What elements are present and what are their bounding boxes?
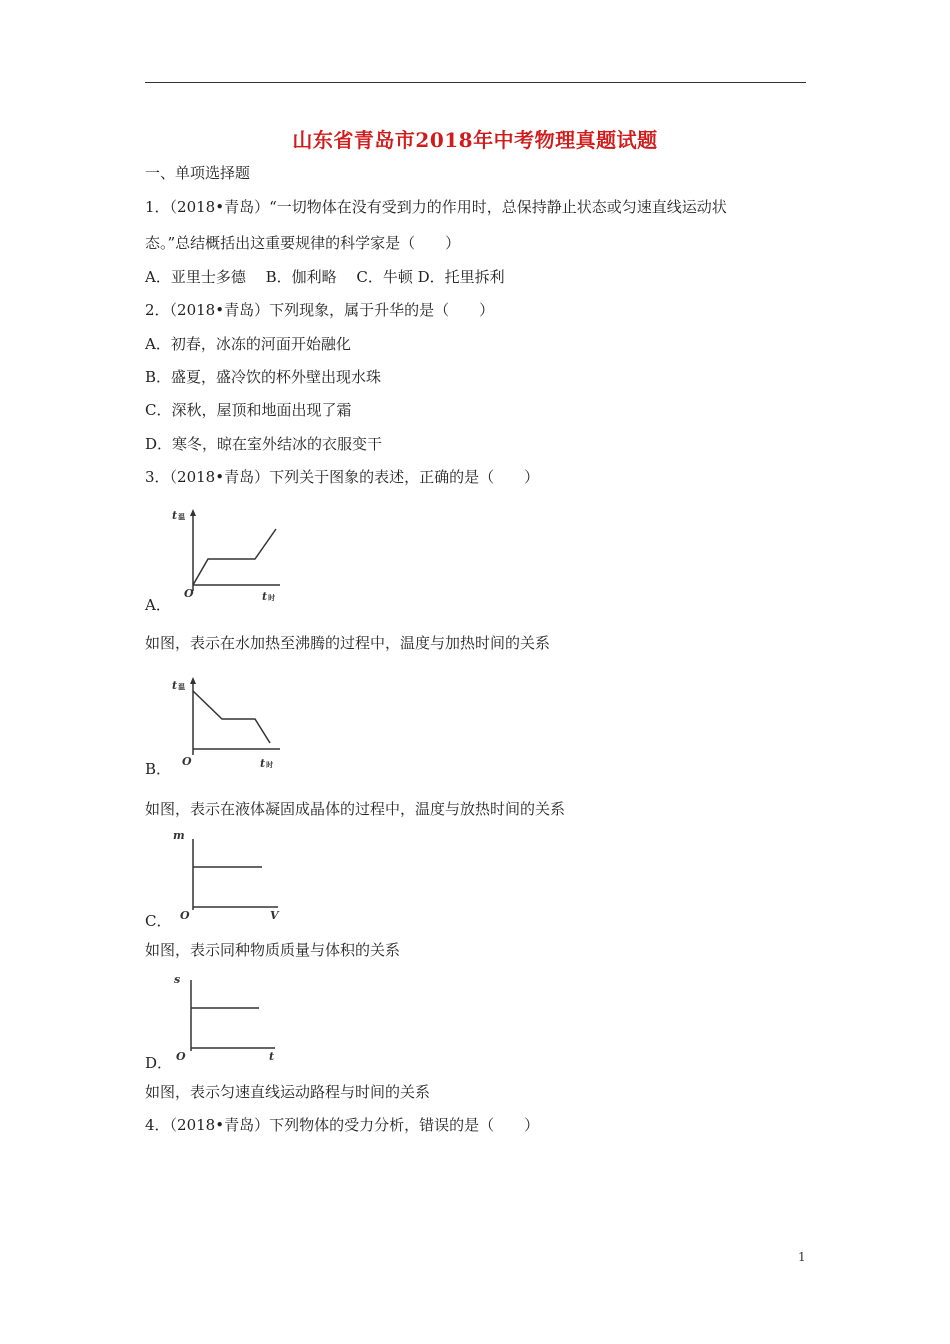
section-heading: 一、单项选择题 [145, 164, 251, 182]
graph-b-curve [193, 691, 270, 743]
question-2-option-c: C．深秋，屋顶和地面出现了霜 [145, 401, 352, 419]
graph-c [160, 827, 300, 927]
question-1-stem-line-1: 1．（2018•青岛）“一切物体在没有受到力的作用时，总保持静止状态或匀速直线运动状 [145, 198, 727, 216]
question-3-option-a-text: 如图，表示在水加热至沸腾的过程中，温度与加热时间的关系 [145, 634, 551, 652]
graph-d-origin: O [176, 1050, 186, 1063]
graph-a-y-label: t温 [172, 509, 186, 522]
question-1-options: A．亚里士多德 B．伽利略 C．牛顿 D．托里拆利 [145, 268, 505, 286]
graph-c-origin: O [180, 909, 190, 922]
page-number: 1 [798, 1250, 806, 1264]
question-3-option-a-label: A． [145, 596, 171, 614]
header-rule [145, 82, 806, 83]
question-3-option-d-label: D． [145, 1054, 173, 1072]
graph-c-x-label: V [270, 909, 279, 922]
question-4-stem: 4．（2018•青岛）下列物体的受力分析，错误的是（ ） [145, 1116, 540, 1134]
graph-a-curve [193, 529, 276, 585]
graph-b-x-label: t时 [260, 757, 274, 770]
question-3-option-d-text: 如图，表示匀速直线运动路程与时间的关系 [145, 1083, 431, 1101]
question-3-option-c-text: 如图，表示同种物质质量与体积的关系 [145, 941, 401, 959]
graph-d-y-label: s [174, 973, 181, 986]
graph-d-x-label: t [269, 1050, 275, 1063]
graph-a [160, 505, 300, 605]
page-title: 山东省青岛市2018年中考物理真题试题 [292, 128, 658, 152]
question-2-option-a: A．初春，冰冻的河面开始融化 [145, 335, 351, 353]
graph-a-origin: O [184, 587, 194, 600]
question-3-option-c-label: C． [145, 912, 172, 930]
question-2-option-d: D．寒冬，晾在室外结冰的衣服变干 [145, 435, 383, 453]
question-3-option-b-text: 如图，表示在液体凝固成晶体的过程中，温度与放热时间的关系 [145, 800, 566, 818]
graph-b [160, 673, 300, 773]
graph-a-x-label: t时 [262, 590, 276, 603]
question-3-option-b-label: B． [145, 760, 172, 778]
question-2-option-b: B．盛夏，盛冷饮的杯外壁出现水珠 [145, 368, 382, 386]
graph-c-y-label: m [173, 829, 185, 842]
question-1-stem-line-2: 态。”总结概括出这重要规律的科学家是（ ） [145, 234, 461, 252]
question-3-stem: 3．（2018•青岛）下列关于图象的表述，正确的是（ ） [145, 468, 540, 486]
graph-b-y-arrow [190, 677, 196, 684]
graph-a-y-arrow [190, 509, 196, 516]
graph-b-y-label: t温 [172, 679, 186, 692]
graph-d [160, 970, 300, 1070]
question-2-stem: 2．（2018•青岛）下列现象，属于升华的是（ ） [145, 301, 495, 319]
graph-b-origin: O [182, 755, 192, 768]
